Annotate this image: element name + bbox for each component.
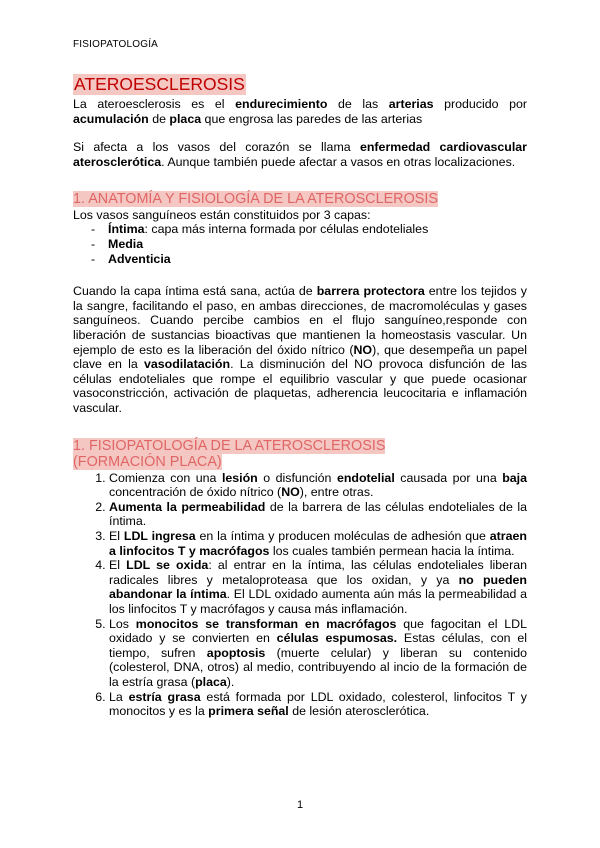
list-item: 6. La estría grasa está formada por LDL oxidado, colesterol, linfocitos T y monocitos y es la primera señal de lesión aterosclerótica. <box>109 690 527 719</box>
list-item: 1. Comienza con una lesión o disfunción endotelial causada por una baja concentración de óxido nítrico (NO), entre otras. <box>109 471 527 500</box>
plaque-formation-steps <box>73 471 527 719</box>
list-item: 2. Aumenta la permeabilidad de la barrera de las células endoteliales de la íntima. <box>109 500 527 529</box>
list-item: - Adventicia <box>91 252 527 267</box>
intro-paragraph-1: La ateroesclerosis es el endurecimiento de las arterias producido por acumulación de placa que engrosa las paredes de las arterias <box>73 97 527 126</box>
list-item: 3. El LDL ingresa en la íntima y producen moléculas de adhesión que atraen a linfocitos T y macrófagos los cuales también permean hacia la íntima. <box>109 529 527 558</box>
page-number: 1 <box>296 799 304 811</box>
layers-list <box>91 222 527 266</box>
page-content <box>73 74 527 719</box>
list-item: - Íntima: capa más interna formada por células endoteliales <box>91 222 527 237</box>
intima-paragraph: Cuando la capa íntima está sana, actúa de barrera protectora entre los tejidos y la sangre, facilitando el paso, en ambas direcciones, de macromoléculas y gases sanguíneos. Cuando percibe cambios en el flujo sanguíneo,responde con liberación de sustancias bioactivas que mantienen la homeostasis vascular. Un ejemplo de esto es la liberación del óxido nítrico (NO), que desempeña un papel clave en la vasodilatación. La disminución del NO provoca disfunción de las células endoteliales que rompe el equilibrio vascular y que puede ocasionar vasoconstricción, activación de plaquetas, adherencia leucocitaria e inflamación vascular. <box>73 284 527 415</box>
intro-paragraph-2: Si afecta a los vasos del corazón se llama enfermedad cardiovascular aterosclerótica. Aunque también puede afectar a vasos en otras localizaciones. <box>73 140 527 169</box>
list-item: 4. El LDL se oxida: al entrar en la íntima, las células endoteliales liberan radicales libres y metaloproteasa que los oxidan, y ya no pueden abandonar la íntima. El LDL oxidado aumenta aún más la permeabilidad a los linfocitos T y macrófagos y causa más inflamación. <box>109 558 527 616</box>
layers-lead: Los vasos sanguíneos están constituidos por 3 capas: <box>73 207 371 222</box>
document-title: ATEROESCLEROSIS <box>74 74 245 94</box>
running-header: FISIOPATOLOGÍA <box>73 39 159 50</box>
list-item: 5. Los monocitos se transforman en macrófagos que fagocitan el LDL oxidado y se convierten en células espumosas. Estas células, con el tiempo, sufren apoptosis (muerte celular) y liberan su contenido (colesterol, DNA, otros) al medio, contribuyendo al incio de la formación de la estría grasa (placa). <box>109 617 527 690</box>
section-heading-anatomy: 1. ANATOMÍA Y FISIOLOGÍA DE LA ATEROSCLEROSIS <box>73 191 438 208</box>
list-item: - Media <box>91 237 527 252</box>
section-heading-pathophysiology: 1. FISIOPATOLOGÍA DE LA ATEROSCLEROSIS (FORMACIÓN PLACA) <box>73 437 386 471</box>
